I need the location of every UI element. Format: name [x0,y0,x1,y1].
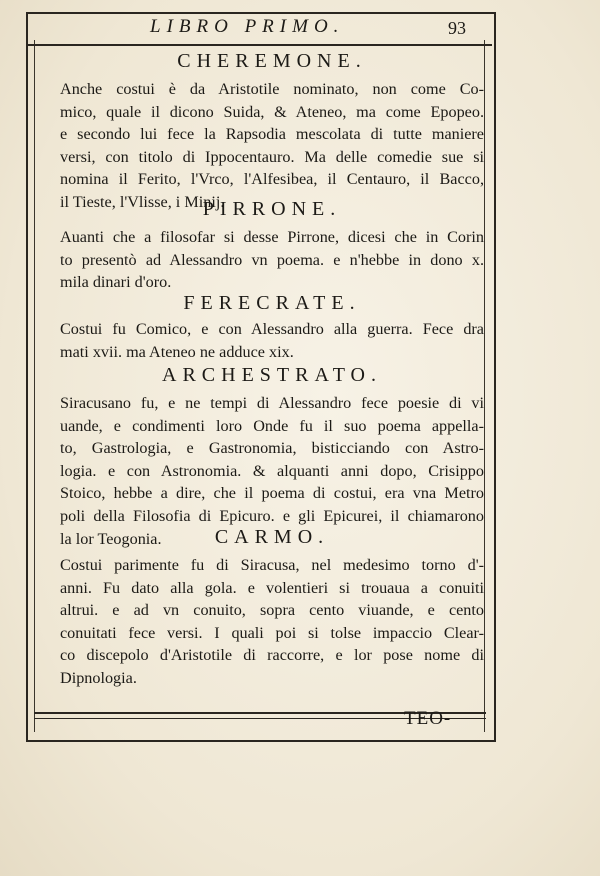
text-line: e secondo lui fece la Rapsodia mescolata di tutte maniere [60,125,484,144]
section-text [60,226,484,294]
text-line: versi, con titolo di Ippocentauro. Ma delle comedie sue si [60,147,484,166]
catchword: TEO- [404,708,452,729]
text-line: conuitati fece versi. I quali poi si tolse impaccio Clear- [60,623,484,642]
section-text [60,554,484,690]
text-line: nomina il Ferito, l'Vrco, l'Alfesibea, il Centauro, il Bacco, [60,170,484,189]
text-line: anni. Fu dato alla gola. e volentieri si trouaua a conuiti [60,578,484,597]
section-heading: CHEREMONE. [177,50,367,72]
text-line: Auanti che a filosofar si desse Pirrone, dicesi che in Corin [60,228,484,246]
text-line: to presentò ad Alessandro vn poema. e n'hebbe in dono x. [60,250,484,269]
text-line: Costui fu Comico, e con Alessandro alla guerra. Fece dra [60,320,484,338]
text-line: mati xvii. ma Ateneo ne adduce xix. [60,342,294,361]
text-line: la lor Teogonia. [60,529,162,548]
text-line: mico, quale il dicono Suida, & Ateneo, ma come Epopeo. [60,102,484,121]
running-title: LIBRO PRIMO. [150,16,345,37]
section-heading: ARCHESTRATO. [162,364,382,386]
text-line: logia. e con Astronomia. & alquanti anni dopo, Crisippo [60,461,484,480]
text-line: uande, e condimenti loro Onde fu il suo poema appella- [60,416,484,435]
text-line: Dipnologia. [60,668,137,687]
text-line: Anche costui è da Aristotile nominato, non come Co- [60,80,484,98]
text-line: to, Gastrologia, e Gastronomia, bisticciando con Astro- [60,439,484,458]
text-line: poli della Filosofia di Epicuro. e gli Epicurei, il chiamarono [60,506,484,525]
text-line: Siracusano fu, e ne tempi di Alessandro fece poesie di vi [60,394,484,412]
page-number: 93 [448,18,466,38]
text-line: Costui parimente fu di Siracusa, nel medesimo torno d'- [60,556,484,574]
header-rule [28,44,492,46]
section-heading: CARMO. [214,526,330,548]
section-text [60,78,484,214]
text-line: co discepolo d'Aristotile di raccorre, e lor pose nome di [60,646,484,665]
text-line: altrui. e ad vn conuito, sopra cento viuande, e cento [60,601,484,620]
inner-rule-right [484,40,485,732]
text-line: Stoico, hebbe a dire, che il poema di costui, era vna Metro [60,484,484,503]
section-heading: FERECRATE. [183,292,361,314]
section-text [60,318,484,363]
text-line: mila dinari d'oro. [60,273,172,292]
text-line: il Tieste, l'Vlisse, i Minij. [60,192,225,211]
section-heading: PIRRONE. [202,198,342,220]
inner-rule-left [34,40,35,732]
